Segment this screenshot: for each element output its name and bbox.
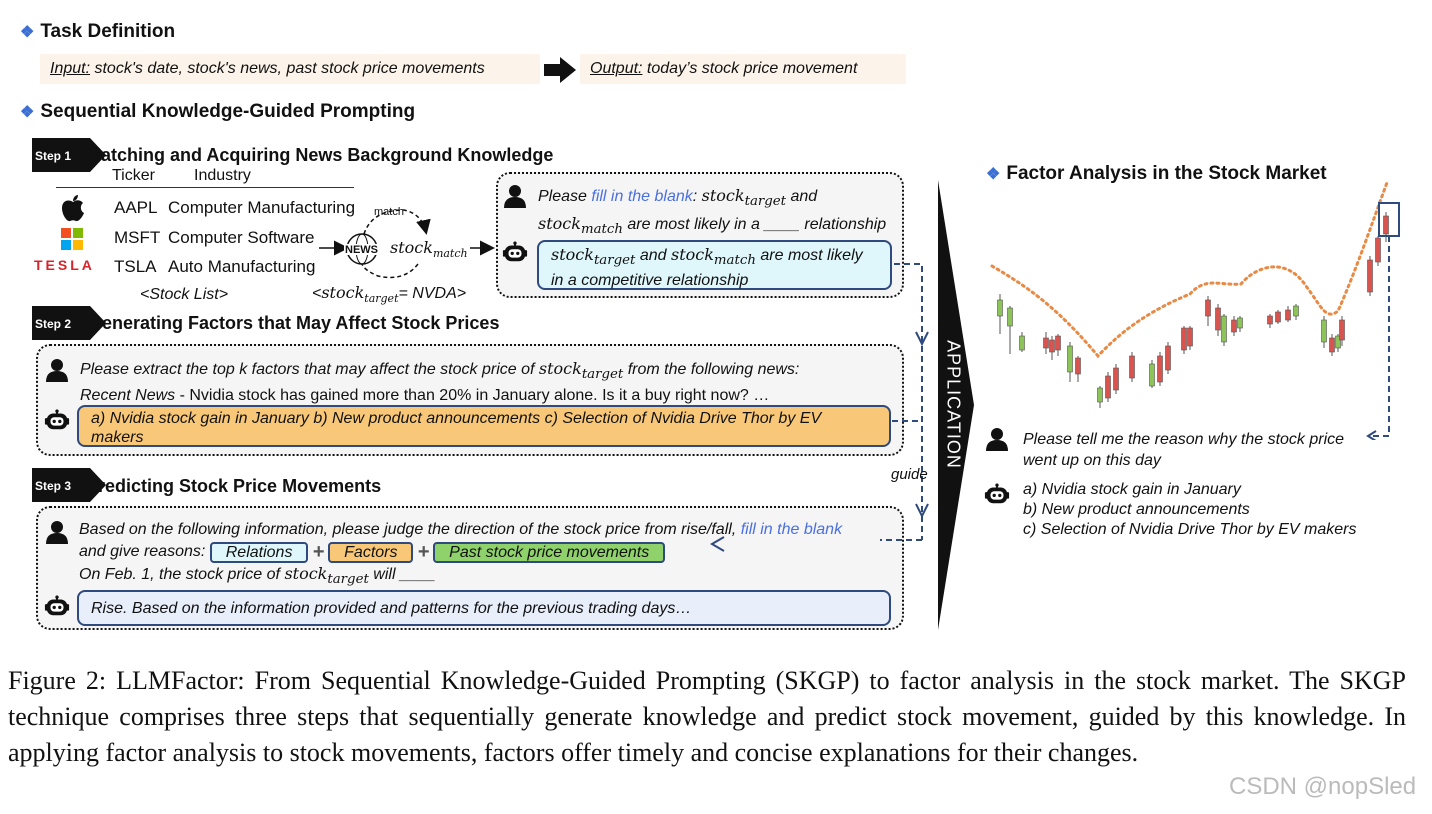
candlestick bbox=[1130, 352, 1135, 382]
plus-sign: + bbox=[312, 541, 325, 563]
candle-body bbox=[1188, 328, 1193, 346]
candlestick bbox=[1188, 326, 1193, 350]
table-row-industry: Computer Software bbox=[168, 228, 315, 247]
candlestick bbox=[1056, 334, 1061, 356]
candlestick bbox=[1216, 304, 1221, 336]
candle-body bbox=[1044, 338, 1049, 348]
candlestick-chart bbox=[986, 176, 1416, 440]
candle-body bbox=[1130, 356, 1135, 378]
step1-title: Matching and Acquiring News Background Knowledge bbox=[86, 145, 554, 165]
guide-label: guide bbox=[891, 466, 928, 483]
candlestick bbox=[1008, 306, 1013, 354]
candlestick bbox=[1068, 342, 1073, 382]
step2-answer: a) Nvidia stock gain in January b) New product announcements c) Selection of Nvidia Drive Thor by EV makers bbox=[77, 405, 891, 447]
input-label: Input: bbox=[50, 60, 91, 77]
candle-body bbox=[1294, 306, 1299, 316]
table-row: MSFT bbox=[114, 228, 161, 247]
highlight-connector bbox=[1371, 236, 1389, 436]
candle-body bbox=[1232, 320, 1237, 332]
input-text: stock's date, stock's news, past stock price movements bbox=[90, 60, 485, 77]
candle-body bbox=[1098, 388, 1103, 402]
candlestick bbox=[1044, 332, 1049, 354]
candle-body bbox=[1068, 346, 1073, 372]
table-row-industry: Auto Manufacturing bbox=[168, 257, 316, 276]
table-divider bbox=[56, 187, 354, 188]
factors-tag: Factors bbox=[328, 542, 413, 563]
candlestick bbox=[1238, 316, 1243, 332]
past-movements-tag: Past stock price movements bbox=[433, 542, 665, 563]
person-icon bbox=[986, 427, 1010, 453]
robot-icon bbox=[44, 408, 70, 432]
factor-analysis-heading: ❖ Factor Analysis in the Stock Market bbox=[986, 163, 1327, 184]
factor-question: Please tell me the reason why the stock price went up on this day bbox=[1023, 431, 1345, 469]
robot-icon bbox=[502, 240, 528, 264]
step2-title: Generating Factors that May Affect Stock Prices bbox=[88, 313, 500, 333]
input-box bbox=[40, 54, 540, 84]
candlestick bbox=[1114, 364, 1119, 394]
candle-body bbox=[1206, 300, 1211, 316]
candle-body bbox=[1376, 238, 1381, 262]
candle-body bbox=[1114, 368, 1119, 390]
candlestick bbox=[998, 294, 1003, 334]
step3-badge-label: Step 3 bbox=[35, 479, 72, 493]
robot-icon bbox=[984, 482, 1010, 506]
candlestick bbox=[1322, 316, 1327, 348]
candlestick bbox=[1076, 356, 1081, 382]
step3-prompt: Based on the following information, please judge the direction of the stock price from rise/fall, fill in the blank and give reasons: Relations + Factors + Past stock price movements On Feb. 1, the stock price of stock$_{target}$ will ____ bbox=[79, 521, 843, 588]
diamond-icon: ❖ bbox=[20, 24, 35, 41]
candle-body bbox=[1050, 340, 1055, 352]
candlestick bbox=[1150, 360, 1155, 388]
candle-body bbox=[1020, 336, 1025, 350]
candlestick bbox=[1106, 372, 1111, 402]
candlestick bbox=[1206, 296, 1211, 326]
candlestick bbox=[1384, 212, 1389, 242]
robot-icon bbox=[44, 594, 70, 618]
application-label: APPLICATION bbox=[943, 340, 964, 469]
table-row: TSLA bbox=[114, 257, 157, 276]
match-label: match bbox=[374, 206, 404, 218]
candlestick bbox=[1050, 336, 1055, 360]
candlestick bbox=[1276, 310, 1281, 324]
candle-body bbox=[998, 300, 1003, 316]
output-label: Output: bbox=[590, 60, 643, 77]
candlestick bbox=[1330, 334, 1335, 356]
step3-answer: Rise. Based on the information provided and patterns for the previous trading days… bbox=[77, 590, 891, 626]
output-text: today’s stock price movement bbox=[642, 60, 858, 77]
stock-match-node: stock$_{match}$ bbox=[390, 238, 468, 261]
candle-body bbox=[1158, 356, 1163, 382]
plus-sign: + bbox=[417, 541, 430, 563]
list-item: b) New product announcements bbox=[1023, 501, 1250, 518]
step2-prompt: Please extract the top k factors that may affect the stock price of stock$_{target}$ from the following news: Recent News - Nvidia stock has gained more than 20% in January alone. Is it a buy right now? … bbox=[80, 359, 800, 405]
guide-arrowhead bbox=[710, 536, 730, 552]
relations-tag: Relations bbox=[210, 542, 309, 563]
news-label: NEWS bbox=[345, 244, 378, 256]
list-item: c) Selection of Nvidia Drive Thor by EV makers bbox=[1023, 521, 1357, 538]
candle-body bbox=[1222, 316, 1227, 342]
candle-body bbox=[1166, 346, 1171, 370]
diamond-icon: ❖ bbox=[20, 104, 35, 121]
fill-blank-highlight: fill in the blank bbox=[591, 188, 693, 205]
figure-caption: Figure 2: LLMFactor: From Sequential Knowledge-Guided Prompting (SKGP) to factor analysis in the stock market. The SKGP technique comprises three steps that sequentially generate knowledge and predict stock movement, guided by this knowledge. In applying factor analysis to stock movements, factors offer timely and concise explanations for their changes. bbox=[8, 666, 1406, 767]
candlestick bbox=[1020, 332, 1025, 352]
diamond-icon: ❖ bbox=[986, 166, 1001, 183]
candlestick bbox=[1222, 314, 1227, 346]
step1-prompt: Please fill in the blank: stock$_{target}$ and stock$_{match}$ are most likely in a ____ relationship bbox=[538, 186, 887, 238]
watermark: CSDN @nopSled bbox=[1229, 773, 1417, 800]
right-arrow-icon bbox=[544, 57, 576, 83]
candlestick bbox=[1166, 342, 1171, 374]
candle-body bbox=[1268, 316, 1273, 324]
candle-body bbox=[1216, 308, 1221, 330]
candle-body bbox=[1368, 260, 1373, 292]
candle-body bbox=[1182, 328, 1187, 350]
candle-body bbox=[1330, 338, 1335, 352]
candle-body bbox=[1286, 310, 1291, 320]
candlestick bbox=[1268, 314, 1273, 328]
table-row-industry: Computer Manufacturing bbox=[168, 198, 356, 217]
person-icon bbox=[46, 358, 70, 384]
candle-body bbox=[1008, 308, 1013, 326]
tesla-logo: TESLA bbox=[34, 257, 95, 273]
col-industry-header: Industry bbox=[194, 167, 251, 184]
candle-body bbox=[1384, 216, 1389, 234]
person-icon bbox=[46, 520, 70, 546]
candle-body bbox=[1276, 312, 1281, 322]
candle-body bbox=[1106, 376, 1111, 398]
candle-body bbox=[1056, 336, 1061, 350]
highlight-box bbox=[1379, 203, 1399, 236]
candlestick bbox=[1158, 352, 1163, 386]
candlestick bbox=[1182, 326, 1187, 354]
table-row: AAPL bbox=[114, 198, 158, 217]
step1-answer: stock$_{target}$ and stock$_{match}$ are most likely in a competitive relationship bbox=[537, 240, 892, 290]
candlestick bbox=[1368, 256, 1373, 296]
stock-list-label: <Stock List> bbox=[140, 286, 229, 303]
apple-logo bbox=[58, 193, 88, 223]
candlestick bbox=[1376, 236, 1381, 266]
candle-body bbox=[1076, 358, 1081, 374]
microsoft-logo bbox=[61, 228, 83, 250]
list-item: a) Nvidia stock gain in January bbox=[1023, 481, 1241, 498]
step1-badge-label: Step 1 bbox=[35, 149, 72, 163]
candle-body bbox=[1340, 320, 1345, 340]
col-ticker-header: Ticker bbox=[112, 167, 155, 184]
output-box bbox=[580, 54, 906, 84]
candle-body bbox=[1150, 364, 1155, 386]
factor-answers bbox=[1023, 480, 1356, 540]
task-definition-heading: ❖ Task Definition bbox=[20, 21, 176, 42]
skgp-heading: ❖ Sequential Knowledge-Guided Prompting bbox=[20, 101, 416, 122]
candle-body bbox=[1322, 320, 1327, 342]
candlestick bbox=[1294, 304, 1299, 320]
candlestick bbox=[1232, 316, 1237, 336]
candlestick bbox=[1286, 306, 1291, 322]
candlestick bbox=[1098, 386, 1103, 408]
person-icon bbox=[504, 184, 528, 210]
step3-title: Predicting Stock Price Movements bbox=[86, 476, 382, 496]
candle-body bbox=[1238, 318, 1243, 328]
fill-blank-highlight: fill in the blank bbox=[740, 521, 843, 538]
stock-target-node: <stock$_{target}$= NVDA> bbox=[312, 283, 467, 306]
step2-badge-label: Step 2 bbox=[35, 317, 72, 331]
